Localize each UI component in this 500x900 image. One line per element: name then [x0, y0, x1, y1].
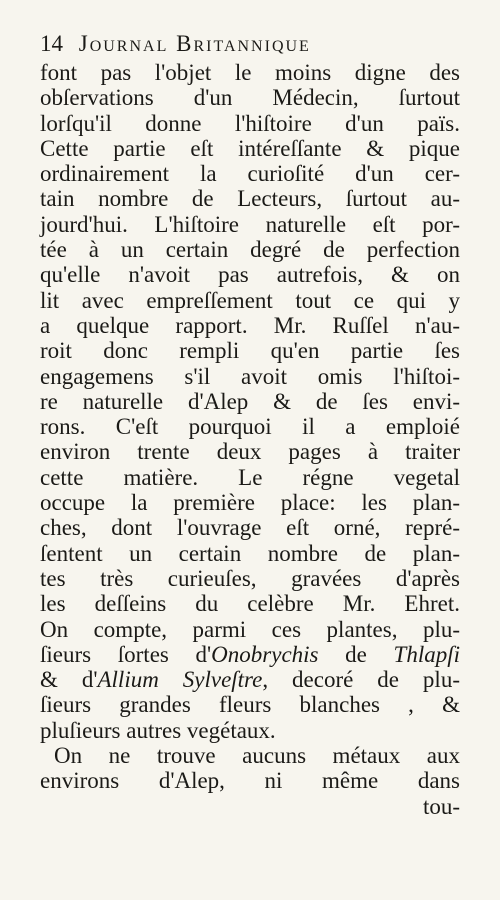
text-line — [40, 642, 460, 667]
text-line: cette matière. Le régne vegetal — [40, 464, 460, 490]
text-line: ſieurs grandes fleurs blanches , & — [40, 692, 460, 718]
text-line: lorſqu'il donne l'hiſtoire d'un païs. — [40, 110, 460, 136]
text-line: tain nombre de Lecteurs, ſurtout au- — [40, 186, 460, 212]
text-line: a quelque rapport. Mr. Ruſſel n'au- — [40, 312, 460, 338]
body-text — [40, 60, 460, 819]
text-line: engagemens s'il avoit omis l'hiſtoi- — [40, 363, 460, 389]
text-line: occupe la première place: les plan- — [40, 490, 460, 516]
text-line: Cette partie eſt intéreſſante & pique — [40, 135, 460, 161]
italic-segment: Thlapſi — [393, 641, 460, 667]
running-title: Journal Britannique — [78, 31, 311, 56]
text-segment: ſieurs ſortes d' — [40, 641, 212, 667]
text-line: tou- — [422, 793, 460, 819]
text-line — [40, 667, 460, 692]
page-header — [40, 30, 460, 58]
text-line: environs d'Alep, ni même dans — [40, 768, 460, 794]
italic-segment: Allium Sylveſtre — [97, 667, 263, 693]
text-line: On compte, parmi ces plantes, plu- — [40, 616, 460, 642]
page-number: 14 — [40, 31, 63, 56]
text-line: font pas l'objet le moins digne des — [40, 60, 460, 85]
text-line: pluſieurs autres vegétaux. — [40, 717, 276, 743]
text-segment: & d' — [40, 667, 98, 693]
text-line: qu'elle n'avoit pas autrefois, & on — [40, 262, 460, 288]
text-line: tée à un certain degré de perfection — [40, 237, 460, 263]
text-line: lit avec empreſſement tout ce qui y — [40, 287, 460, 313]
text-line: jourd'hui. L'hiſtoire naturelle eſt por- — [40, 211, 460, 237]
text-line: environ trente deux pages à traiter — [40, 439, 460, 465]
text-line: On ne trouve aucuns métaux aux — [54, 743, 460, 769]
text-line: ordinairement la curioſité d'un cer- — [40, 161, 460, 187]
text-line: ches, dont l'ouvrage eſt orné, repré- — [40, 515, 460, 541]
text-line: tes très curieuſes, gravées d'après — [40, 565, 460, 591]
text-line: ſentent un certain nombre de plan- — [40, 540, 460, 566]
text-line: re naturelle d'Alep & de ſes envi- — [40, 388, 460, 414]
text-segment: , decoré de plu- — [262, 667, 460, 693]
text-line: rons. C'eſt pourquoi il a emploié — [40, 414, 460, 440]
text-line: obſervations d'un Médecin, ſurtout — [40, 85, 460, 111]
text-line: les deſſeins du celèbre Mr. Ehret. — [40, 591, 460, 617]
text-segment: de — [318, 641, 394, 667]
text-line: roit donc rempli qu'en partie ſes — [40, 338, 460, 364]
italic-segment: Onobrychis — [211, 641, 319, 667]
